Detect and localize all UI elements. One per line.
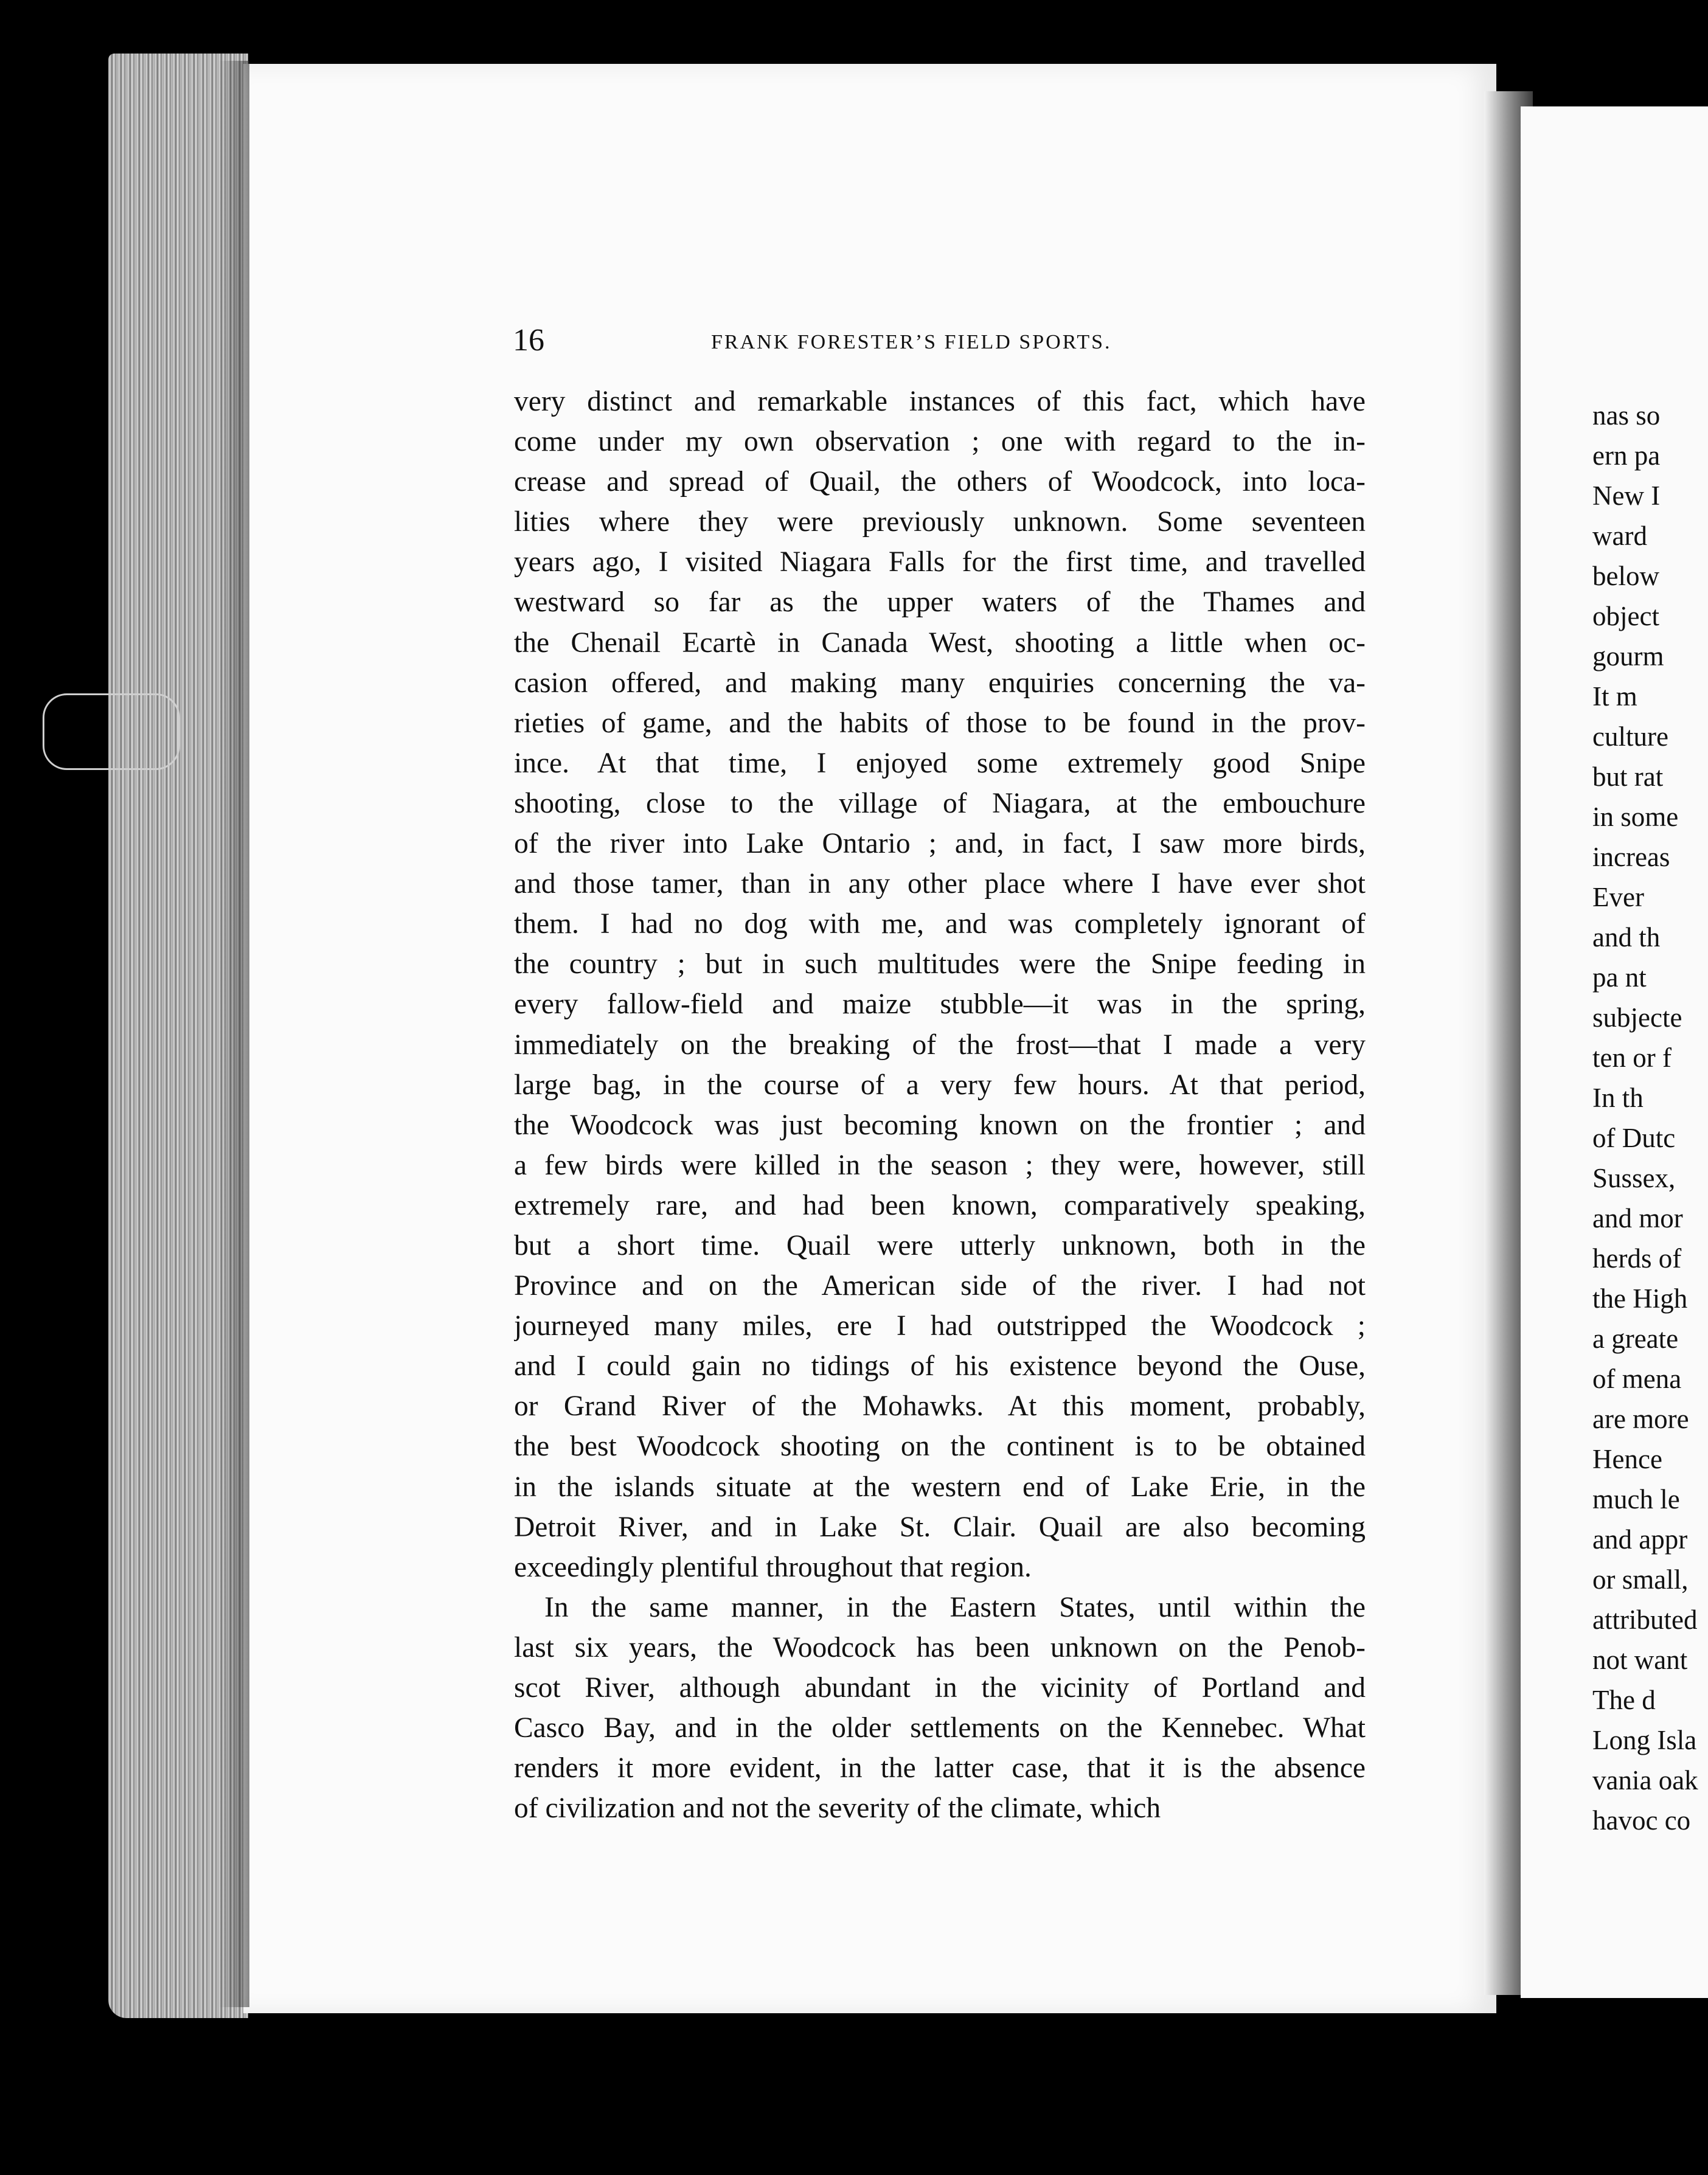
text-line: large bag, in the course of a very few hours. At that period, — [514, 1069, 1366, 1101]
facing-text-line: attributed — [1592, 1604, 1698, 1635]
facing-text-line: New I — [1592, 480, 1661, 511]
facing-text-line: not want — [1592, 1645, 1688, 1675]
page-header — [513, 319, 1364, 362]
facing-text-line: In th — [1592, 1083, 1644, 1113]
facing-page-text — [1592, 395, 1708, 1840]
text-line: shooting, close to the village of Niagara, at the embouchure — [514, 787, 1366, 819]
facing-text-line: of Dutc — [1592, 1123, 1676, 1153]
text-line: the Woodcock was just becoming known on the frontier ; and — [514, 1109, 1366, 1141]
text-line: immediately on the breaking of the frost—that I made a very — [514, 1029, 1366, 1061]
text-line: in the islands situate at the western end of Lake Erie, in the — [514, 1471, 1366, 1503]
text-line: crease and spread of Quail, the others of Woodcock, into loca- — [514, 466, 1366, 498]
facing-text-line: but rat — [1592, 761, 1664, 792]
text-line: come under my own observation ; one with regard to the in- — [514, 426, 1366, 458]
text-line: Detroit River, and in Lake St. Clair. Quail are also becoming — [514, 1511, 1366, 1543]
text-line: extremely rare, and had been known, comparatively speaking, — [514, 1189, 1366, 1221]
facing-text-line: Long Isla — [1592, 1725, 1697, 1755]
text-line: lities where they were previously unknown. Some seventeen — [514, 506, 1366, 538]
text-line: exceedingly plentiful throughout that region. — [514, 1551, 1032, 1583]
facing-text-line: in some — [1592, 802, 1679, 832]
facing-text-line: a greate — [1592, 1323, 1679, 1354]
facing-text-line: below — [1592, 561, 1659, 591]
facing-text-line: The d — [1592, 1685, 1656, 1715]
text-line: of civilization and not the severity of the climate, which — [514, 1792, 1161, 1825]
text-line: rieties of game, and the habits of those to be found in the prov- — [514, 707, 1366, 739]
facing-text-line: gourm — [1592, 641, 1664, 671]
text-line: a few birds were killed in the season ; they were, however, still — [514, 1149, 1366, 1181]
text-line: renders it more evident, in the latter case, that it is the absence — [514, 1752, 1366, 1785]
running-head: FRANK FORESTER’S FIELD SPORTS. — [711, 331, 1112, 353]
facing-text-line: ern pa — [1592, 440, 1661, 471]
facing-text-line: Sussex, — [1592, 1163, 1676, 1193]
facing-text-line: much le — [1592, 1484, 1680, 1514]
facing-text-line: pa nt — [1592, 962, 1647, 993]
text-line: the country ; but in such multitudes were the Snipe feeding in — [514, 948, 1366, 980]
text-line: the best Woodcock shooting on the continent is to be obtained — [514, 1431, 1366, 1463]
facing-text-line: vania oak — [1592, 1765, 1698, 1795]
facing-text-line: and appr — [1592, 1524, 1688, 1555]
facing-text-line: are more — [1592, 1404, 1689, 1434]
facing-text-line: nas so — [1592, 400, 1661, 431]
text-line: the Chenail Ecartè in Canada West, shooting a little when oc- — [514, 626, 1366, 659]
text-line: them. I had no dog with me, and was completely ignorant of — [514, 908, 1366, 940]
text-line: of the river into Lake Ontario ; and, in fact, I saw more birds, — [514, 828, 1366, 860]
facing-text-line: the High — [1592, 1283, 1688, 1314]
facing-text-line: culture — [1592, 721, 1668, 752]
facing-text-line: havoc co — [1592, 1805, 1691, 1836]
text-line: or Grand River of the Mohawks. At this moment, probably, — [514, 1390, 1366, 1423]
text-line: and those tamer, than in any other place where I have ever shot — [514, 868, 1366, 900]
facing-text-line: ten or f — [1592, 1042, 1672, 1073]
text-line: very distinct and remarkable instances of this fact, which have — [514, 386, 1366, 417]
text-line: every fallow-field and maize stubble—it was in the spring, — [514, 988, 1366, 1021]
facing-text-line: object — [1592, 601, 1659, 631]
text-line: westward so far as the upper waters of the Thames and — [514, 586, 1366, 619]
text-line: Casco Bay, and in the older settlements on the Kennebec. What — [514, 1712, 1366, 1744]
text-line: casion offered, and making many enquiries concerning the va- — [514, 667, 1366, 699]
text-line: years ago, I visited Niagara Falls for the first time, and travelled — [514, 546, 1366, 578]
facing-text-line: and mor — [1592, 1203, 1683, 1233]
facing-text-line: Ever — [1592, 882, 1644, 912]
facing-text-line: and th — [1592, 922, 1661, 952]
facing-text-line: ward — [1592, 521, 1647, 551]
fore-edge-shadow — [219, 61, 249, 2007]
text-line: journeyed many miles, ere I had outstripped the Woodcock ; — [514, 1310, 1366, 1342]
text-line: but a short time. Quail were utterly unknown, both in the — [514, 1229, 1366, 1261]
text-line: In the same manner, in the Eastern States, until within the — [544, 1591, 1366, 1623]
text-line: and I could gain no tidings of his existence beyond the Ouse, — [514, 1350, 1366, 1382]
facing-text-line: increas — [1592, 842, 1670, 872]
text-line: scot River, although abundant in the vicinity of Portland and — [514, 1672, 1366, 1704]
text-line: Province and on the American side of the river. I had not — [514, 1270, 1366, 1302]
page-number: 16 — [513, 323, 544, 358]
text-line: ince. At that time, I enjoyed some extremely good Snipe — [514, 747, 1366, 779]
facing-text-line: herds of — [1592, 1243, 1682, 1274]
paper-scrap — [43, 693, 180, 770]
body-text — [514, 381, 1366, 1828]
text-line: last six years, the Woodcock has been unknown on the Penob- — [514, 1631, 1366, 1663]
facing-text-line: subjecte — [1592, 1002, 1682, 1033]
facing-text-line: Hence — [1592, 1444, 1662, 1474]
facing-text-line: of mena — [1592, 1364, 1682, 1394]
facing-text-line: or small, — [1592, 1564, 1689, 1595]
facing-text-line: It m — [1592, 681, 1637, 712]
